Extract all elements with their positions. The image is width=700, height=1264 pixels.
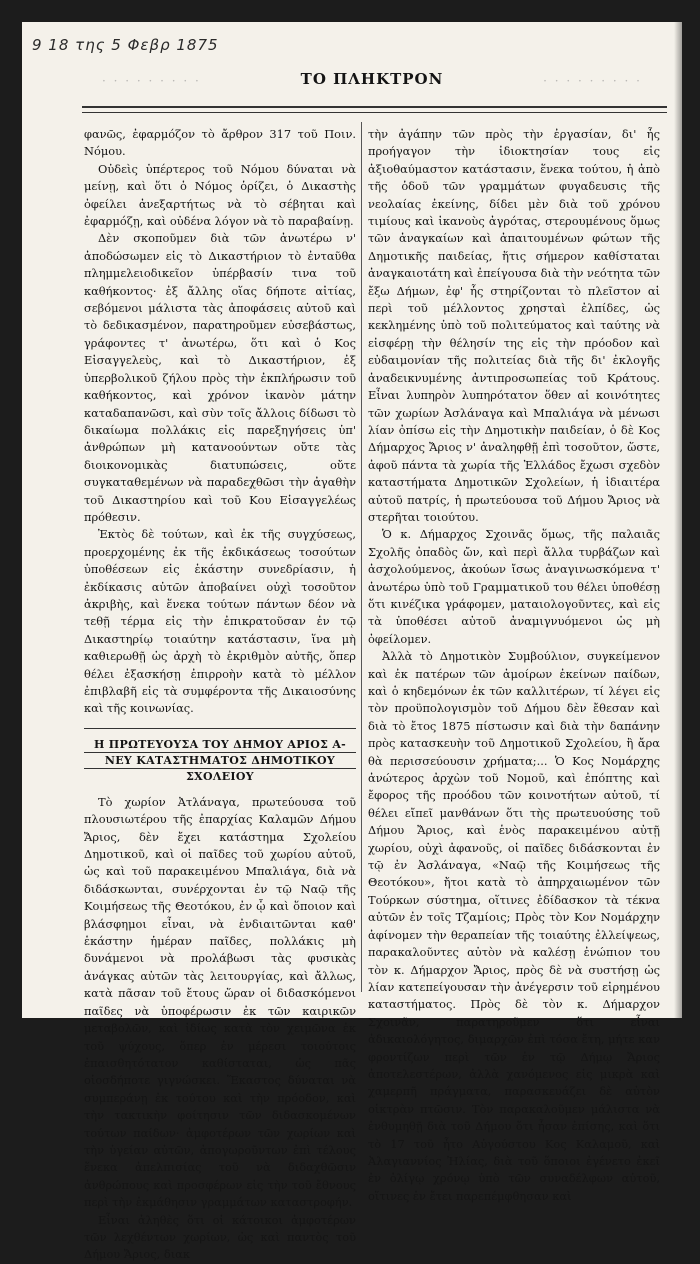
header-rule-top xyxy=(82,106,667,108)
column-divider xyxy=(361,122,362,992)
heading-line: Η ΠΡΩΤΕΥΟΥΣΑ ΤΟΥ ΔΗΜΟΥ ΑΡΙΟΣ Α- xyxy=(84,737,356,753)
article-paragraph: Ἐκτὸς δὲ τούτων, καὶ ἐκ τῆς συγχύσεως, προερχομένης ἐκ τῆς ἐκδικάσεως τοσούτων ὑποθέσεων εἰς ἑκάστην συνεδρίασιν, ἡ ἐκδίκασις αὐτῶν ἀποβαίνει οὐχὶ τοσοῦτον ἀκριβὴς, καὶ ἕνεκα τούτων πάντων δέον νὰ τεθῇ τέρμα εἰς τὴν ἐπικρατοῦσαν ἐν τῷ Δικαστηρίῳ τοιαύτην κατάστασιν, ἵνα μὴ καθιερωθῇ ὡς ἀρχὴ τὸ ἐκριθμὸν αὐτῆς, ὅπερ θέλει ἐξασκήσῃ ἐπιρροὴν κατὰ τὸ μέλλον ἐπιβλαβῆ εἰς τὰ συμφέροντα τῆς Δικαιοσύνης καὶ τῆς κοινωνίας. xyxy=(84,527,356,716)
article-paragraph: Τὸ χωρίον Ἀτλάναγα, πρωτεύουσα τοῦ πλουσιωτέρου τῆς ἐπαρχίας Καλαμῶν Δήμου Ἄριος, δὲν ἔχει κατάστημα Σχολείου Δημοτικοῦ, καὶ οἱ παῖδες τοῦ χωρίου αὐτοῦ, ὡς καὶ τοῦ παρακειμένου Μπαλιάγα, διὰ νὰ διδάσκωνται, συνέρχονται ἐν τῷ Ναῷ τῆς Κοιμήσεως τῆς Θεοτόκου, ἐν ᾧ καὶ ὅποιον καὶ βλάσφημοι εἶναι, νὰ ἐνδιαιτῶνται καθ' ἑκάστην ἡμέραν παῖδες, πολλάκις μὴ δυνάμενοι νὰ προλάβωσι τὰς φυσικὰς ἀνάγκας αὐτῶν τὰς λειτουργίας, καὶ ἄλλως, κατὰ πᾶσαν τοῦ ἔτους ὥραν οἱ διδασκόμενοι παῖδες νὰ ὑποφέρωσιν ἐκ τῶν καιρικῶν μεταβολῶν, καὶ ἰδίως κατὰ τὸν χειμῶνα ἐκ τοῦ ψύχους, ὅπερ ἐν μέρεσι τοιούτοις ἐπαισθητότατον καθίσταται, ὡς πᾶς οἰοσδήποτε γιγνώσκει. Ἕκαστος δύναται νὰ συμπεράνῃ ἐκ τούτου καὶ τὴν πρόοδον, καὶ τὴν τακτικὴν φοίτησιν τῶν διδασκομένων τούτων παίδων· ἀμφοτέρων τῶν χωρίων καὶ τὴν ὑγείαν αὐτῶν, ἀπογωροῦντων ἐπὶ τέλους ἕνεκα ἀπελπισίας τοῦ νὰ διδαχθῶσιν ἀνθρώπους καὶ προσφέρων εἰς τὴν τοῦ ἔθνους περὶ τὴν ἐκμάθησιν γραμμάτων καταστροφήν. xyxy=(84,794,356,1210)
article-paragraph: Δὲν σκοποῦμεν διὰ τῶν ἀνωτέρω ν' ἀποδώσωμεν εἰς τὸ Δικαστήριον τὸ ἐνταῦθα πλημμελειοδικεῖον ὑπέρβασίν τινα τοῦ καθήκοντος· ἐξ ἄλλης οἵας δήποτε αἰτίας, σεβόμενοι μάλιστα τὰς ἀποφάσεις αὐτοῦ καὶ τὸ δεδικασμένον, παρατηροῦμεν εὐσεβάστως, γράφοντες τ' ἀνωτέρω, ὅτι καὶ ὁ Κος Εἰσαγγελεὺς, καὶ τὸ Δικαστήριον, ἐξ ὑπερβολικοῦ ζήλου πρὸς τὴν ἐκπλήρωσιν τοῦ καθήκοντος, καὶ χρόνον ἱκανὸν μάτην καταδαπανῶσι, καὶ σὺν τοῖς ἄλλοις δίδωσι τὸ δικαίωμα πολλάκις εἰς παρεξηγήσεις ὑπ' ἀνθρώπων μὴ κατανοούντων οὔτε τὰς διοικονομικὰς διατυπώσεις, οὔτε συγκαταθεμένων νὰ παραδεχθῶσι τὴν ἀγαθὴν τοῦ Δικαστηρίου καὶ τοῦ Κου Εἰσαγγελέως πρόθεσιν. xyxy=(84,231,356,524)
article-heading xyxy=(84,737,356,784)
article-paragraph: Οὐδεὶς ὑπέρτερος τοῦ Νόμου δύναται νὰ μείνῃ, καὶ ὅτι ὁ Νόμος ὁρίζει, ὁ Δικαστὴς ὀφείλει ἀνεξαρτήτως νὰ τὸ σέβηται καὶ ἐφαρμόζῃ, καὶ οὐδένα λόγον νὰ τὸ παραβαίνῃ. xyxy=(84,161,356,229)
newspaper-page xyxy=(22,22,682,1262)
heading-line: ΣΧΟΛΕΙΟΥ xyxy=(186,769,254,783)
article-paragraph: Ἀλλὰ τὸ Δημοτικὸν Συμβούλιον, συγκείμενον καὶ ἐκ πατέρων τῶν ἀμοίρων ἐκείνων παίδων, καὶ ὁ κηδεμόνων ἐκ τῶν καλλιτέρων, τί λέγει εἰς τὸν προϋπολογισμὸν τοῦ Δήμου δὲν ἔθεσαν καὶ διὰ τὸ ἔτος 1875 πίστωσιν καὶ διὰ τὴν δαπάνην πρὸς κατασκευὴν τοῦ Δημοτικοῦ Σχολείου, ἢ ἄρα θὰ περισσεύουσιν χρήματα;... Ὁ Κος Νομάρχης ἀνώτερος ἀρχὼν τοῦ Νομοῦ, καὶ ἐπόπτης καὶ ἔφορος τῆς προόδου τῶν κοινοτήτων αὐτοῦ, τί θέλει εἴπεῖ μανθάνων ὅτι τὴς πρωτευούσης τοῦ Δήμου Ἄριος, καὶ ἑνὸς παρακειμένου αὐτῇ χωρίου, οὐχὶ ἀφανοῦς, οἱ παῖδες διδάσκονται ἐν τῷ ἐν Ἀσλάναγα, «Ναῷ τῆς Κοιμήσεως τῆς Θεοτόκου», ἤτοι κατὰ τὸ ἀπηρχαιωμένον τῶν Τούρκων σύστημα, οἵτινες ἐδίδασκον τὰ τέκνα αὐτῶν ἐν τοῖς Τζαμίοις; Πρὸς τὸν Κον Νομάρχην ἀφίνομεν τὴν θεραπείαν τῆς τοιαύτης ἐλλείψεως, παρακαλοῦντες αὐτὸν νὰ καλέσῃ ἐνώπιον του τὸν κ. Δήμαρχον Ἄριος, πρὸς δὲ νὰ συστήσῃ ὡς λίαν κατεπείγουσαν τὴν ἀνέγερσιν τοῦ εἰρημένου καταστήματος. Πρὸς δὲ τὸν κ. Δήμαρχον Σχοινᾶν, παρατηροῦμεν ὅτι εἶναι ἀδικαιολόγητος, διμαρχῶν ἐπὶ τόσα ἔτη, μήτε καν φροντίζων περὶ τῶν ἐν τῷ Δήμῳ Ἄριος ἀποτελεστέρων, ἀλλὰ χανόμενος εἰς μικρὰ καὶ χαμερπῆ πράγματα, παρασκευάζει δὲ αὐτὸν οἰκτρὰν πτῶσιν. Τὸν παρακαλοῦμεν μάλιστα νὰ ἐνθυμηθῇ διὰ τοῦ Δήμου ὅτι ἦσαν ἐπίσης, καὶ ὅτι τὸ 17 τοῦ ἦτο Αὐγούστου Κος Καλαμοῦ, καὶ Ἀλαγιαννίος Ἠλίας, διὰ τοῦ ὅποιοι ἐγένετο ἐκεῖ ἐν ὀλίγῳ χρόνῳ ὑπὸ τῶν συναδέλφων αὐτοῦ, οἵτινες ἐν ἔτει παρεπέμφθησαν καὶ xyxy=(368,649,660,1203)
heading-line: ΝΕΥ ΚΑΤΑΣΤΗΜΑΤΟΣ ΔΗΜΟΤΙΚΟΥ xyxy=(84,753,356,769)
article-paragraph: τὴν ἀγάπην τῶν πρὸς τὴν ἐργασίαν, δι' ἧς προήγαγον τὴν ἰδιοκτησίαν τους εἰς ἀξιοθαύμαστον κατάστασιν, ἕνεκα τούτου, ἡ ἀπὸ τῆς ὁδοῦ τῶν γραμμάτων φυγαδευσις τῆς νεολαίας ἐκείνης, δίδει μὲν διὰ τοῦ χρόνου τιμίους καὶ ἱκανοὺς ἀγρότας, στερουμένους ὅμως τῶν ἀναγκαίων καὶ ἀπαιτουμένων φώτων τῆς Δημοτικῆς παιδείας, ἥτις σήμερον καθίσταται ἀναγκαιοτάτη καὶ ἐπείγουσα διὰ τὴν νεότητα τῶν ἔξω Δήμων, ἐφ' ἧς στηρίζονται τὸ πλεῖστον αἱ περὶ τοῦ μέλλοντος χρησταὶ ἐλπίδες, ὡς κεκλημένης ὑπὸ τοῦ πολιτεύματος καὶ ταύτης νὰ εἰσφέρῃ τὴν θέλησίν της εἰς τὴν πρόοδον καὶ εὐδαιμονίαν τῆς πολιτείας διὰ τῆς δι' ἐκλογῆς ἀναδεικνυμένης ἀντιπροσωπείας τοῦ Κράτους. Εἶναι λυπηρὸν λυπηρότατον ὅθεν αἱ κοινότητες τῶν χωρίων Ἀσλάναγα καὶ Μπαλιάγα νὰ μένωσι λίαν ὀπίσω εἰς τὴν Δημοτικὴν παιδείαν, ὁ δὲ Κος Δήμαρχος Ἄριος ν' ἀναληφθῇ ἐπὶ τοσοῦτον, ὥστε, ἀφοῦ πάντα τὰ χωρία τῆς Ἑλλάδος ἔχωσι σχεδὸν καταστήματα Δημοτικῶν Σχολείων, ἡ ἰδιαιτέρα αὐτοῦ πατρίς, ἡ πρωτεύουσα τοῦ Δήμου Ἄριος νὰ στερῆται τοιούτου. xyxy=(368,127,660,524)
article-paragraph: Εἶναι ἀληθὲς ὅτι οἱ κάτοικοι ἀμφοτέρων τῶν λεχθέντων χωρίων, ὡς καὶ παντὸς τοῦ Δήμου Ἄριος, διακ xyxy=(84,1212,356,1262)
handwritten-date-note: 9 18 της 5 Φεβρ 1875 xyxy=(32,36,219,54)
bleed-through-text-left: · · · · · · · · · xyxy=(102,74,201,88)
left-column xyxy=(84,126,356,1264)
article-paragraph: φανῶς, ἐφαρμόζον τὸ ἄρθρον 317 τοῦ Ποιν. Νόμου. xyxy=(84,127,356,159)
scan-shadow-edge xyxy=(674,22,682,1018)
article-separator xyxy=(84,728,356,729)
newspaper-title: ΤΟ ΠΛΗΚΤΡΟΝ xyxy=(300,70,444,88)
bleed-through-text-right: · · · · · · · · · xyxy=(543,74,642,88)
masthead xyxy=(92,62,652,102)
right-column xyxy=(368,126,660,1205)
header-rule-bottom xyxy=(82,112,667,113)
article-paragraph: Ὁ κ. Δήμαρχος Σχοινᾶς ὅμως, τῆς παλαιᾶς Σχολῆς ὀπαδὸς ὤν, καὶ περὶ ἄλλα τυρβάζων καὶ ἀσχολούμενος, ἀκούων ἴσως ἀναγινωσκόμενα τ' ἀνωτέρω ὑπὸ τοῦ Γραμματικοῦ του θέλει ὑποθέσῃ ὅτι κινέζικα γράφομεν, ματαιολογοῦντες, καὶ εἰς τὰ ὑποθέσει αὐτοῦ ἀναμιγνυόμενοι ὡς μὴ ὀφείλομεν. xyxy=(368,527,660,646)
